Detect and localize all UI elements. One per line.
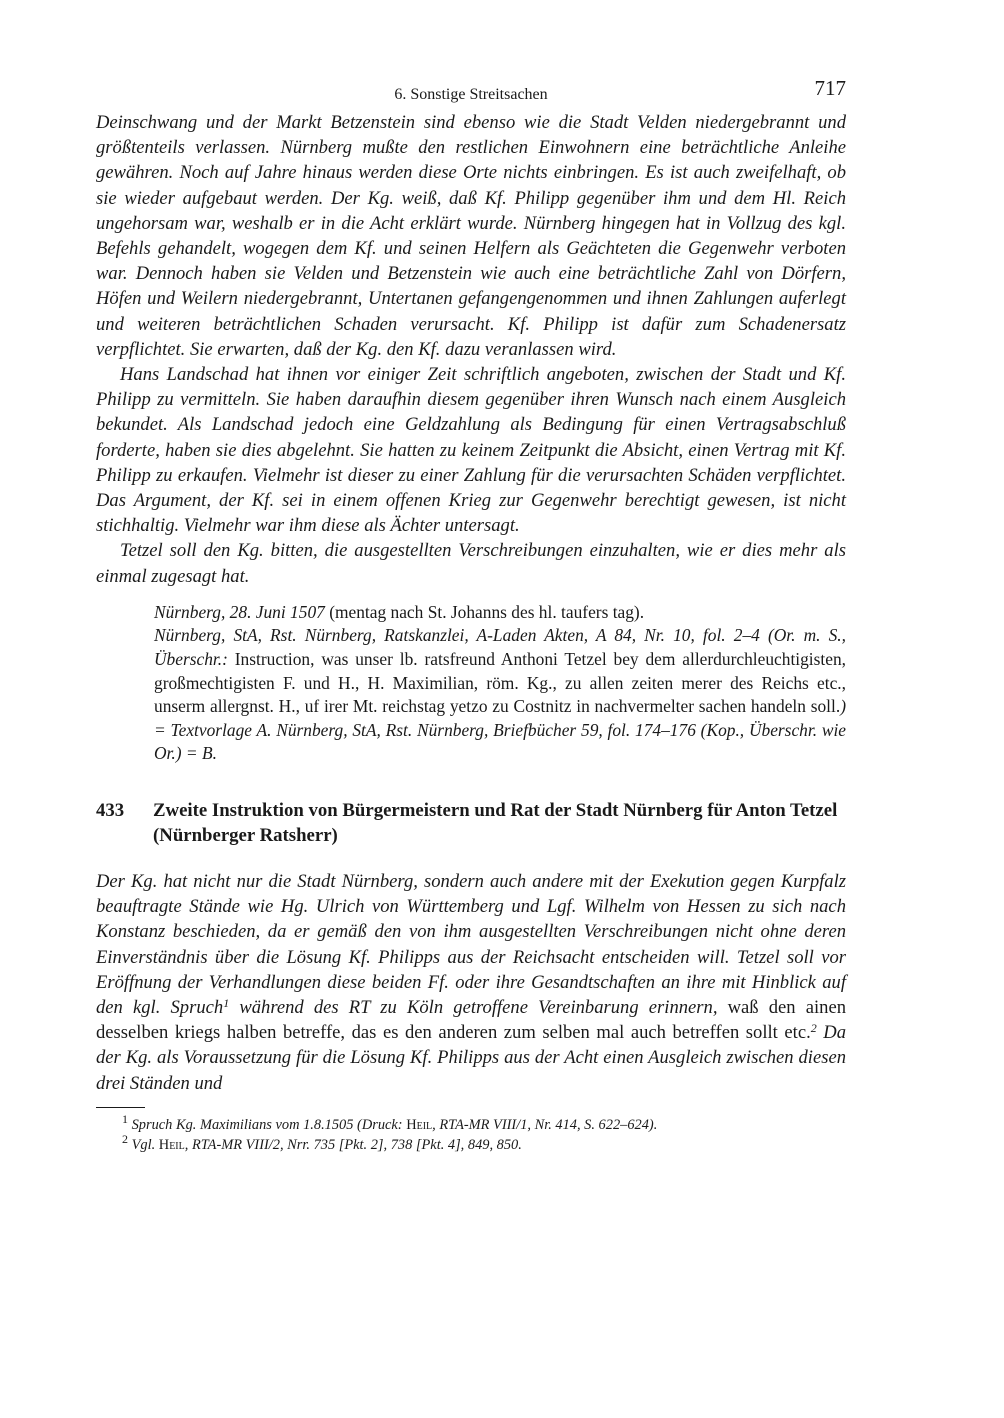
document-number: 433 xyxy=(96,800,125,822)
footnote-number: 2 xyxy=(122,1131,128,1146)
archive-signature: Nürnberg, StA, Rst. Nürnberg, Ratskanzlei, A-Laden Akten, A 84, Nr. 10, fol. 2–4 (Or. m. S., Überschr.: xyxy=(154,625,846,670)
document-page xyxy=(96,76,846,1155)
footnote-ref-2[interactable]: 2 xyxy=(810,1021,817,1036)
date-line xyxy=(154,601,846,625)
footnote-2 xyxy=(122,1131,846,1155)
archive-reference xyxy=(154,624,846,766)
regest-paragraph-2: Hans Landschad hat ihnen vor einiger Zeit schriftlich angeboten, zwischen der Stadt und Kf. Philipp zu vermitteln. Sie haben daraufhin diesem gegenüber ihren Wunsch nach einem Ausgleich bekundet. Als Landschad jedoch eine Geldzahlung als Bedingung für einen Vertragsabschluß forderte, haben sie dies abgelehnt. Sie hatten zu keinem Zeitpunkt die Absicht, einen Vertrag mit Kf. Philipp zu erkaufen. Vielmehr ist dieser zu einer Zahlung für die verursachten Schäden verpflichtet. Das Argument, der Kf. sei in einem offenen Krieg zur Gegenwehr berechtigt gewesen, ist nicht stichhaltig. Vielmehr war ihm diese als Ächter untersagt. xyxy=(96,364,846,537)
date-original: (mentag nach St. Johanns des hl. taufers tag). xyxy=(324,601,645,622)
regest-paragraph-3: Tetzel soll den Kg. bitten, die ausgestellten Verschreibungen einzuhalten, wie er dies mehr als einmal zugesagt hat. xyxy=(96,540,846,587)
date-place: Nürnberg, 28. Juni 1507 xyxy=(154,601,325,622)
section-title: 6. Sonstige Streitsachen xyxy=(394,86,548,103)
regest-433-part4: Da der Kg. als Voraussetzung für die Lösung Kf. Philipps aus der Acht einen Ausgleich zwischen diesen drei Ständen und xyxy=(96,1022,846,1094)
footnote-divider xyxy=(96,1107,145,1108)
footnote-author: Heil xyxy=(406,1116,433,1133)
regest-433-quote: waß den ainen desselben kriegs halben betreffe, das es den anderen zum selben mal auch betreffen sollt etc. xyxy=(96,997,847,1044)
original-heading: Instruction, was unser lb. ratsfreund Anthoni Tetzel bey dem allerdurchleuchtigisten, großmechtigisten F. und H., H. Maximilian, röm. Kg., zu allen zeiten merer des Reichs etc., unserm allergnst. H., uf irer Mt. reichstag yetzo zu Costnitz in nachvermelter sachen handeln soll. xyxy=(154,649,846,717)
regest-paragraph-1: Deinschwang und der Markt Betzenstein sind ebenso wie die Stadt Velden niedergebrannt und größtenteils verlassen. Nürnberg mußte den restlichen Einwohnern eine beträchtliche Anleihe gewähren. Noch auf Jahre hinaus werden diese Orte nichts einbringen. Es ist auch zweifelhaft, ob sie wieder aufgebaut werden. Der Kg. weiß, daß Kf. Philipp gegenüber ihm und dem Hl. Reich ungehorsam war, weshalb er in die Acht erklärt wurde. Nürnberg hingegen hat in Vollzug des kgl. Befehls gehandelt, wogegen dem Kf. und seinen Helfern als Geächteten die Gegenwehr verboten war. Dennoch haben sie Velden und Betzenstein wie auch eine beträchtliche Zahl von Dörfern, Höfen und Weilern niedergebrannt, Untertanen gefangengenommen und ihnen Zahlungen auferlegt und weiteren beträchtlichen Schaden verursacht. Kf. Philipp ist dafür zum Schadenersatz verpflichtet. Sie erwarten, daß der Kg. den Kf. dazu veranlassen wird. xyxy=(96,112,846,360)
footnotes xyxy=(96,1111,846,1155)
regest-433-part1: Der Kg. hat nicht nur die Stadt Nürnberg, sondern auch andere mit der Exekution gegen Kurpfalz beauftragte Stände wie Hg. Ulrich von Württemberg und Lgf. Wilhelm von Hessen zu sich nach Konstanz beschieden, da er gemäß den von ihm ausgestellten Verschreibungen nicht ohne deren Einverständnis über die Lösung Kf. Philipps aus der Reichsacht entscheiden will. Tetzel soll vor Eröffnung der Verhandlungen diese beiden Ff. oder ihre Gesandtschaften an ihre mit Hinblick auf den kgl. Spruch xyxy=(96,871,846,1019)
footnote-author: Heil xyxy=(158,1136,185,1153)
footnote-number: 1 xyxy=(122,1111,128,1126)
footnote-ref-1[interactable]: 1 xyxy=(223,996,230,1011)
page-number: 717 xyxy=(814,76,846,100)
document-heading xyxy=(96,798,846,848)
running-header xyxy=(96,76,846,110)
footnote-1 xyxy=(122,1111,846,1135)
regest-433 xyxy=(96,869,846,1096)
footnote-text: Vgl. xyxy=(131,1136,159,1153)
source-note xyxy=(154,601,846,766)
archive-text-variants: ) = Textvorlage A. Nürnberg, StA, Rst. Nürnberg, Briefbücher 59, fol. 174–176 (Kop., Überschr. wie Or.) = B. xyxy=(154,696,846,764)
footnote-citation: , RTA-MR VIII/1, Nr. 414, S. 622–624). xyxy=(432,1116,658,1133)
footnote-citation: , RTA-MR VIII/2, Nrr. 735 [Pkt. 2], 738 [Pkt. 4], 849, 850. xyxy=(184,1136,522,1153)
footnote-text: Spruch Kg. Maximilians vom 1.8.1505 (Druck: xyxy=(131,1116,407,1133)
document-title: Zweite Instruktion von Bürgermeistern und Rat der Stadt Nürnberg für Anton Tetzel (Nürnberger Ratsherr) xyxy=(153,800,838,847)
regest-433-part2: während des RT zu Köln getroffene Vereinbarung erinnern, xyxy=(229,997,718,1019)
